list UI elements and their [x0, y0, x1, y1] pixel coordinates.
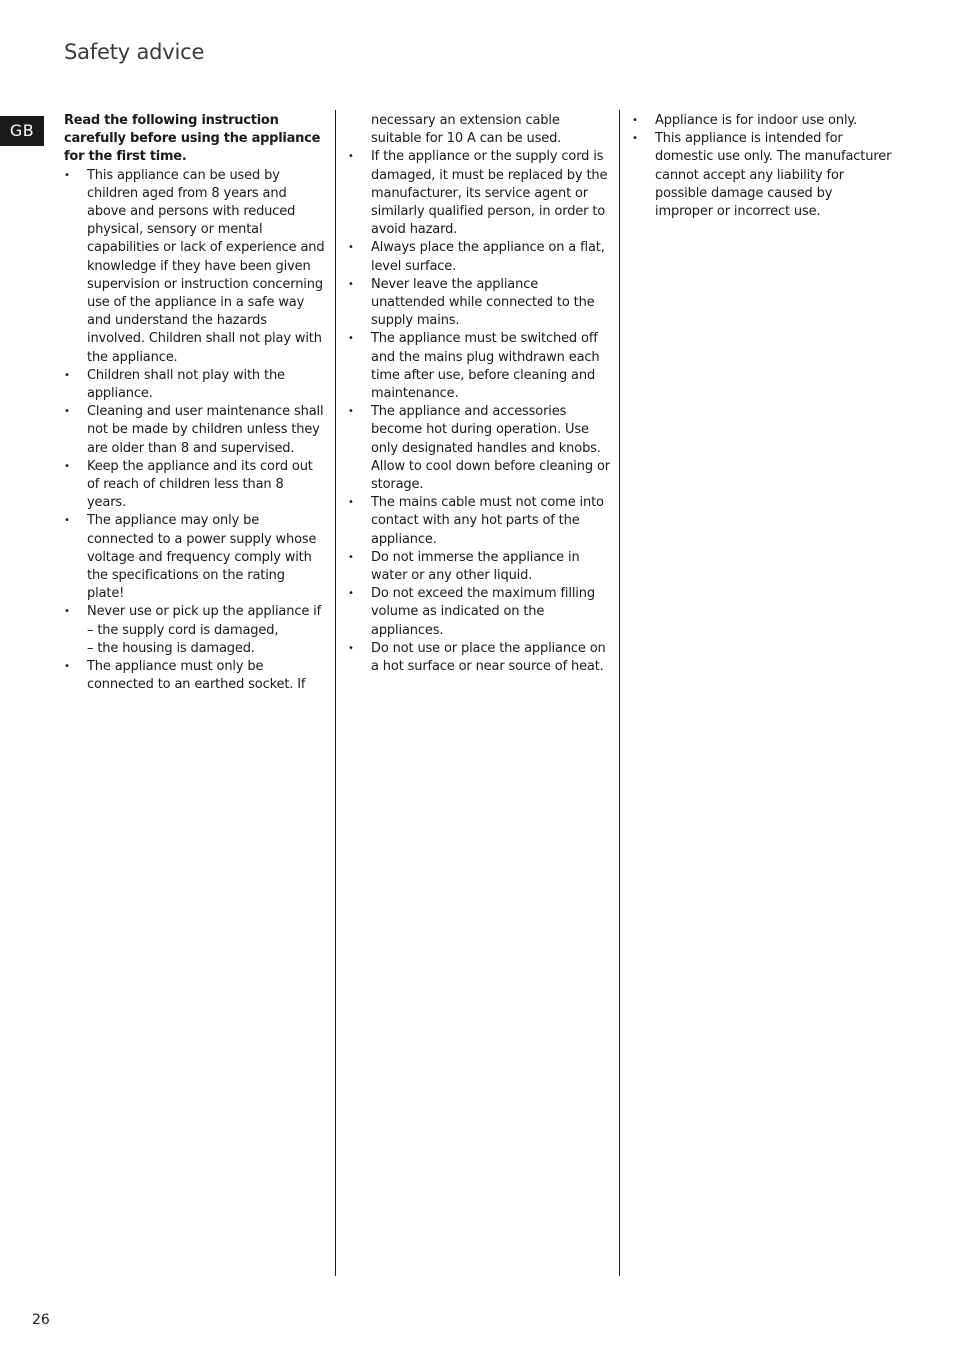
safety-column-1 — [64, 112, 326, 695]
safety-list — [348, 148, 610, 676]
continued-text: necessary an extension cable suitable for 10 A can be used. — [371, 113, 562, 147]
column-divider — [619, 110, 620, 1276]
list-item: • The mains cable must not come into contact with any hot parts of the appliance. — [348, 494, 610, 549]
list-item: • This appliance can be used by children aged from 8 years and above and persons with reduced physical, sensory or mental capabilities or lack of experience and knowledge if they have been given supervision or instruction concerning use of the appliance in a safe way and understand the hazards involved. Children shall not play with the appliance. — [64, 167, 326, 367]
list-item: • Never leave the appliance unattended while connected to the supply mains. — [348, 276, 610, 331]
column-divider — [335, 110, 336, 1276]
safety-list — [64, 167, 326, 695]
list-item: • If the appliance or the supply cord is damaged, it must be replaced by the manufacturer, its service agent or similarly qualified person, in order to avoid hazard. — [348, 148, 610, 239]
list-item: • Always place the appliance on a flat, level surface. — [348, 239, 610, 275]
page-number: 26 — [32, 1312, 50, 1328]
safety-column-2 — [348, 112, 610, 676]
list-item: • Do not use or place the appliance on a hot surface or near source of heat. — [348, 640, 610, 676]
list-item: • Keep the appliance and its cord out of reach of children less than 8 years. — [64, 458, 326, 513]
intro-instruction: Read the following instruction carefully before using the appliance for the first time. — [64, 113, 321, 165]
list-item: • Do not exceed the maximum filling volume as indicated on the appliances. — [348, 585, 610, 640]
safety-list — [632, 112, 894, 221]
list-item: • The appliance may only be connected to a power supply whose voltage and frequency comply with the specifications on the rating plate! — [64, 512, 326, 603]
sub-item: – the supply cord is damaged, — [87, 622, 279, 638]
sub-item: – the housing is damaged. — [87, 640, 255, 656]
list-item: • This appliance is intended for domestic use only. The manufacturer cannot accept any liability for possible damage caused by improper or incorrect use. — [632, 130, 894, 221]
list-item: • The appliance must be switched off and the mains plug withdrawn each time after use, before cleaning and maintenance. — [348, 330, 610, 403]
list-item: • Cleaning and user maintenance shall not be made by children unless they are older than 8 and supervised. — [64, 403, 326, 458]
list-item: • The appliance must only be connected to an earthed socket. If — [64, 658, 326, 694]
list-item: • The appliance and accessories become hot during operation. Use only designated handles and knobs. Allow to cool down before cleaning or storage. — [348, 403, 610, 494]
list-item: • Appliance is for indoor use only. — [632, 112, 894, 130]
safety-column-3 — [632, 112, 894, 221]
list-item: • Children shall not play with the appliance. — [64, 367, 326, 403]
list-item — [64, 603, 326, 658]
list-item-text: Never use or pick up the appliance if — [87, 604, 322, 620]
list-item: • Do not immerse the appliance in water or any other liquid. — [348, 549, 610, 585]
language-tab: GB — [0, 116, 44, 146]
page-title: Safety advice — [64, 40, 205, 64]
